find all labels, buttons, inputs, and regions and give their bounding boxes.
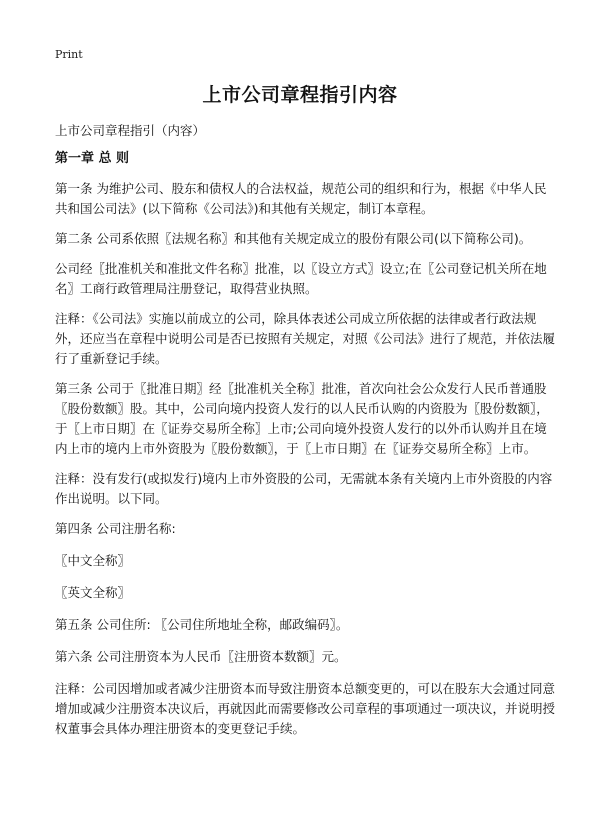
article-paragraph: 第三条 公司于〖批准日期〗经〖批准机关全称〗批准，首次向社会公众发行人民币普通股〖股份数额〗股。其中，公司向境内投资人发行的以人民币认购的内资股为〖股份数额〗，于〖上市日期〗在〖证券交易所全称〗上市;公司向境外投资人发行的以外币认购并且在境内上市的境内上市外资股为〖股份数额〗，于〖上市日期〗在〖证券交易所全称〗上市。: [55, 381, 549, 456]
article-paragraph: 第一条 为维护公司、股东和债权人的合法权益，规范公司的组织和行为，根据《中华人民共和国公司法》(以下简称《公司法》)和其他有关规定，制订本章程。: [55, 181, 547, 216]
page-title: 上市公司章程指引内容: [202, 84, 398, 106]
document-body: [55, 121, 555, 749]
article-paragraph: 第五条 公司住所: 〖公司住所地址全称，邮政编码〗。: [55, 617, 349, 632]
note-paragraph: 注释：没有发行(或拟发行)境内上市外资股的公司，无需就本条有关境内上市外资股的内容作出说明。以下同。: [55, 471, 553, 506]
chapter-heading: 第一章 总 则: [55, 151, 130, 166]
article-paragraph: 公司经〖批准机关和准批文件名称〗批准，以〖设立方式〗设立;在〖公司登记机关所在地名〗工商行政管理局注册登记，取得营业执照。: [55, 261, 547, 296]
document-subtitle: 上市公司章程指引（内容）: [55, 123, 206, 138]
article-paragraph: 第四条 公司注册名称:: [55, 521, 176, 536]
article-paragraph: 第二条 公司系依照〖法规名称〗和其他有关规定成立的股份有限公司(以下简称公司)。: [55, 231, 532, 246]
placeholder-paragraph: 〖中文全称〗: [55, 553, 131, 568]
article-paragraph: 第六条 公司注册资本为人民币〖注册资本数额〗元。: [55, 649, 347, 664]
note-paragraph: 注释：《公司法》实施以前成立的公司，除具体表述公司成立所依据的法律或者行政法规外，还应当在章程中说明公司是否已按照有关规定，对照《公司法》进行了规范，并依法履行了重新登记手续。: [55, 311, 556, 366]
placeholder-paragraph: 〖英文全称〗: [55, 585, 131, 600]
print-link[interactable]: Print: [55, 48, 83, 61]
note-paragraph: 注释：公司因增加或者减少注册资本而导致注册资本总额变更的，可以在股东大会通过同意增加或减少注册资本决议后，再就因此而需要修改公司章程的事项通过一项决议，并说明授权董事会具体办理注册资本的变更登记手续。: [55, 681, 556, 736]
